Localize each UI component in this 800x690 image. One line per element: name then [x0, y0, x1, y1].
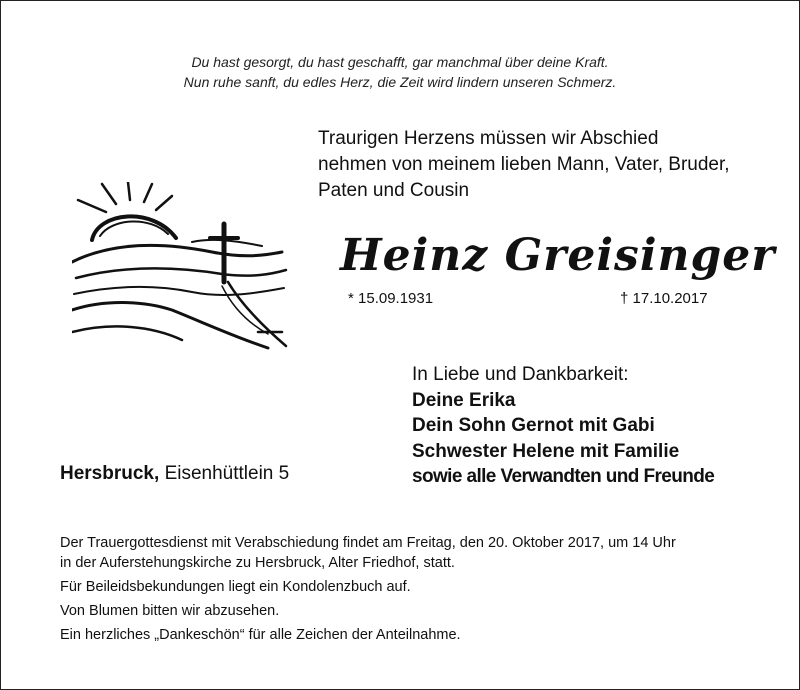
hill-line	[72, 303, 268, 349]
deceased-name: Heinz Greisinger	[340, 230, 776, 281]
death-date: † 17.10.2017	[620, 290, 708, 307]
intro-line-1: Traurigen Herzens müssen wir Abschied	[318, 128, 659, 149]
hill-line	[72, 245, 282, 262]
address-street: Eisenhüttlein 5	[164, 463, 290, 484]
hill-line	[76, 268, 286, 278]
flowers-note: Von Blumen bitten wir abzusehen.	[60, 603, 280, 619]
service-info	[60, 533, 760, 573]
hill-line	[72, 326, 182, 340]
condolence-note: Für Beileidsbekundungen liegt ein Kondolenzbuch auf.	[60, 579, 411, 595]
sun-ray	[144, 184, 152, 202]
sunset-cross-illustration	[72, 182, 292, 357]
mourner-name: Schwester Helene mit Familie	[412, 440, 680, 462]
mourner-name: Dein Sohn Gernot mit Gabi	[412, 415, 655, 436]
service-line-2: in der Auferstehungskirche zu Hersbruck, Alter Friedhof, statt.	[60, 555, 455, 571]
intro-text	[318, 126, 730, 204]
sun-ray	[78, 200, 106, 212]
sun-arc	[92, 216, 176, 240]
poem-line-1: Du hast gesorgt, du hast geschafft, gar manchmal über deine Kraft.	[191, 54, 609, 70]
mourner-name: Deine Erika	[412, 389, 516, 411]
mourner-name: sowie alle Verwandten und Freunde	[412, 466, 715, 487]
birth-date: * 15.09.1931	[348, 290, 434, 307]
service-details	[60, 533, 760, 649]
sun-ray	[128, 182, 130, 200]
address	[60, 463, 289, 485]
sun-ray	[102, 184, 116, 204]
poem-line-2: Nun ruhe sanft, du edles Herz, die Zeit wird lindern unseren Schmerz.	[183, 74, 617, 90]
hill-line	[74, 287, 284, 295]
address-city: Hersbruck,	[60, 463, 160, 484]
sun-ray	[156, 196, 172, 210]
service-line-1: Der Trauergottesdienst mit Verabschiedung findet am Freitag, den 20. Oktober 2017, um 14 Uhr	[60, 535, 676, 551]
intro-line-3: Paten und Cousin	[318, 180, 470, 201]
intro-line-2: nehmen von meinem lieben Mann, Vater, Bruder,	[318, 154, 730, 175]
mourners-heading: In Liebe und Dankbarkeit:	[412, 364, 629, 385]
mourners-block	[412, 362, 714, 490]
thanks-note: Ein herzliches „Dankeschön“ für alle Zeichen der Anteilnahme.	[60, 627, 461, 643]
